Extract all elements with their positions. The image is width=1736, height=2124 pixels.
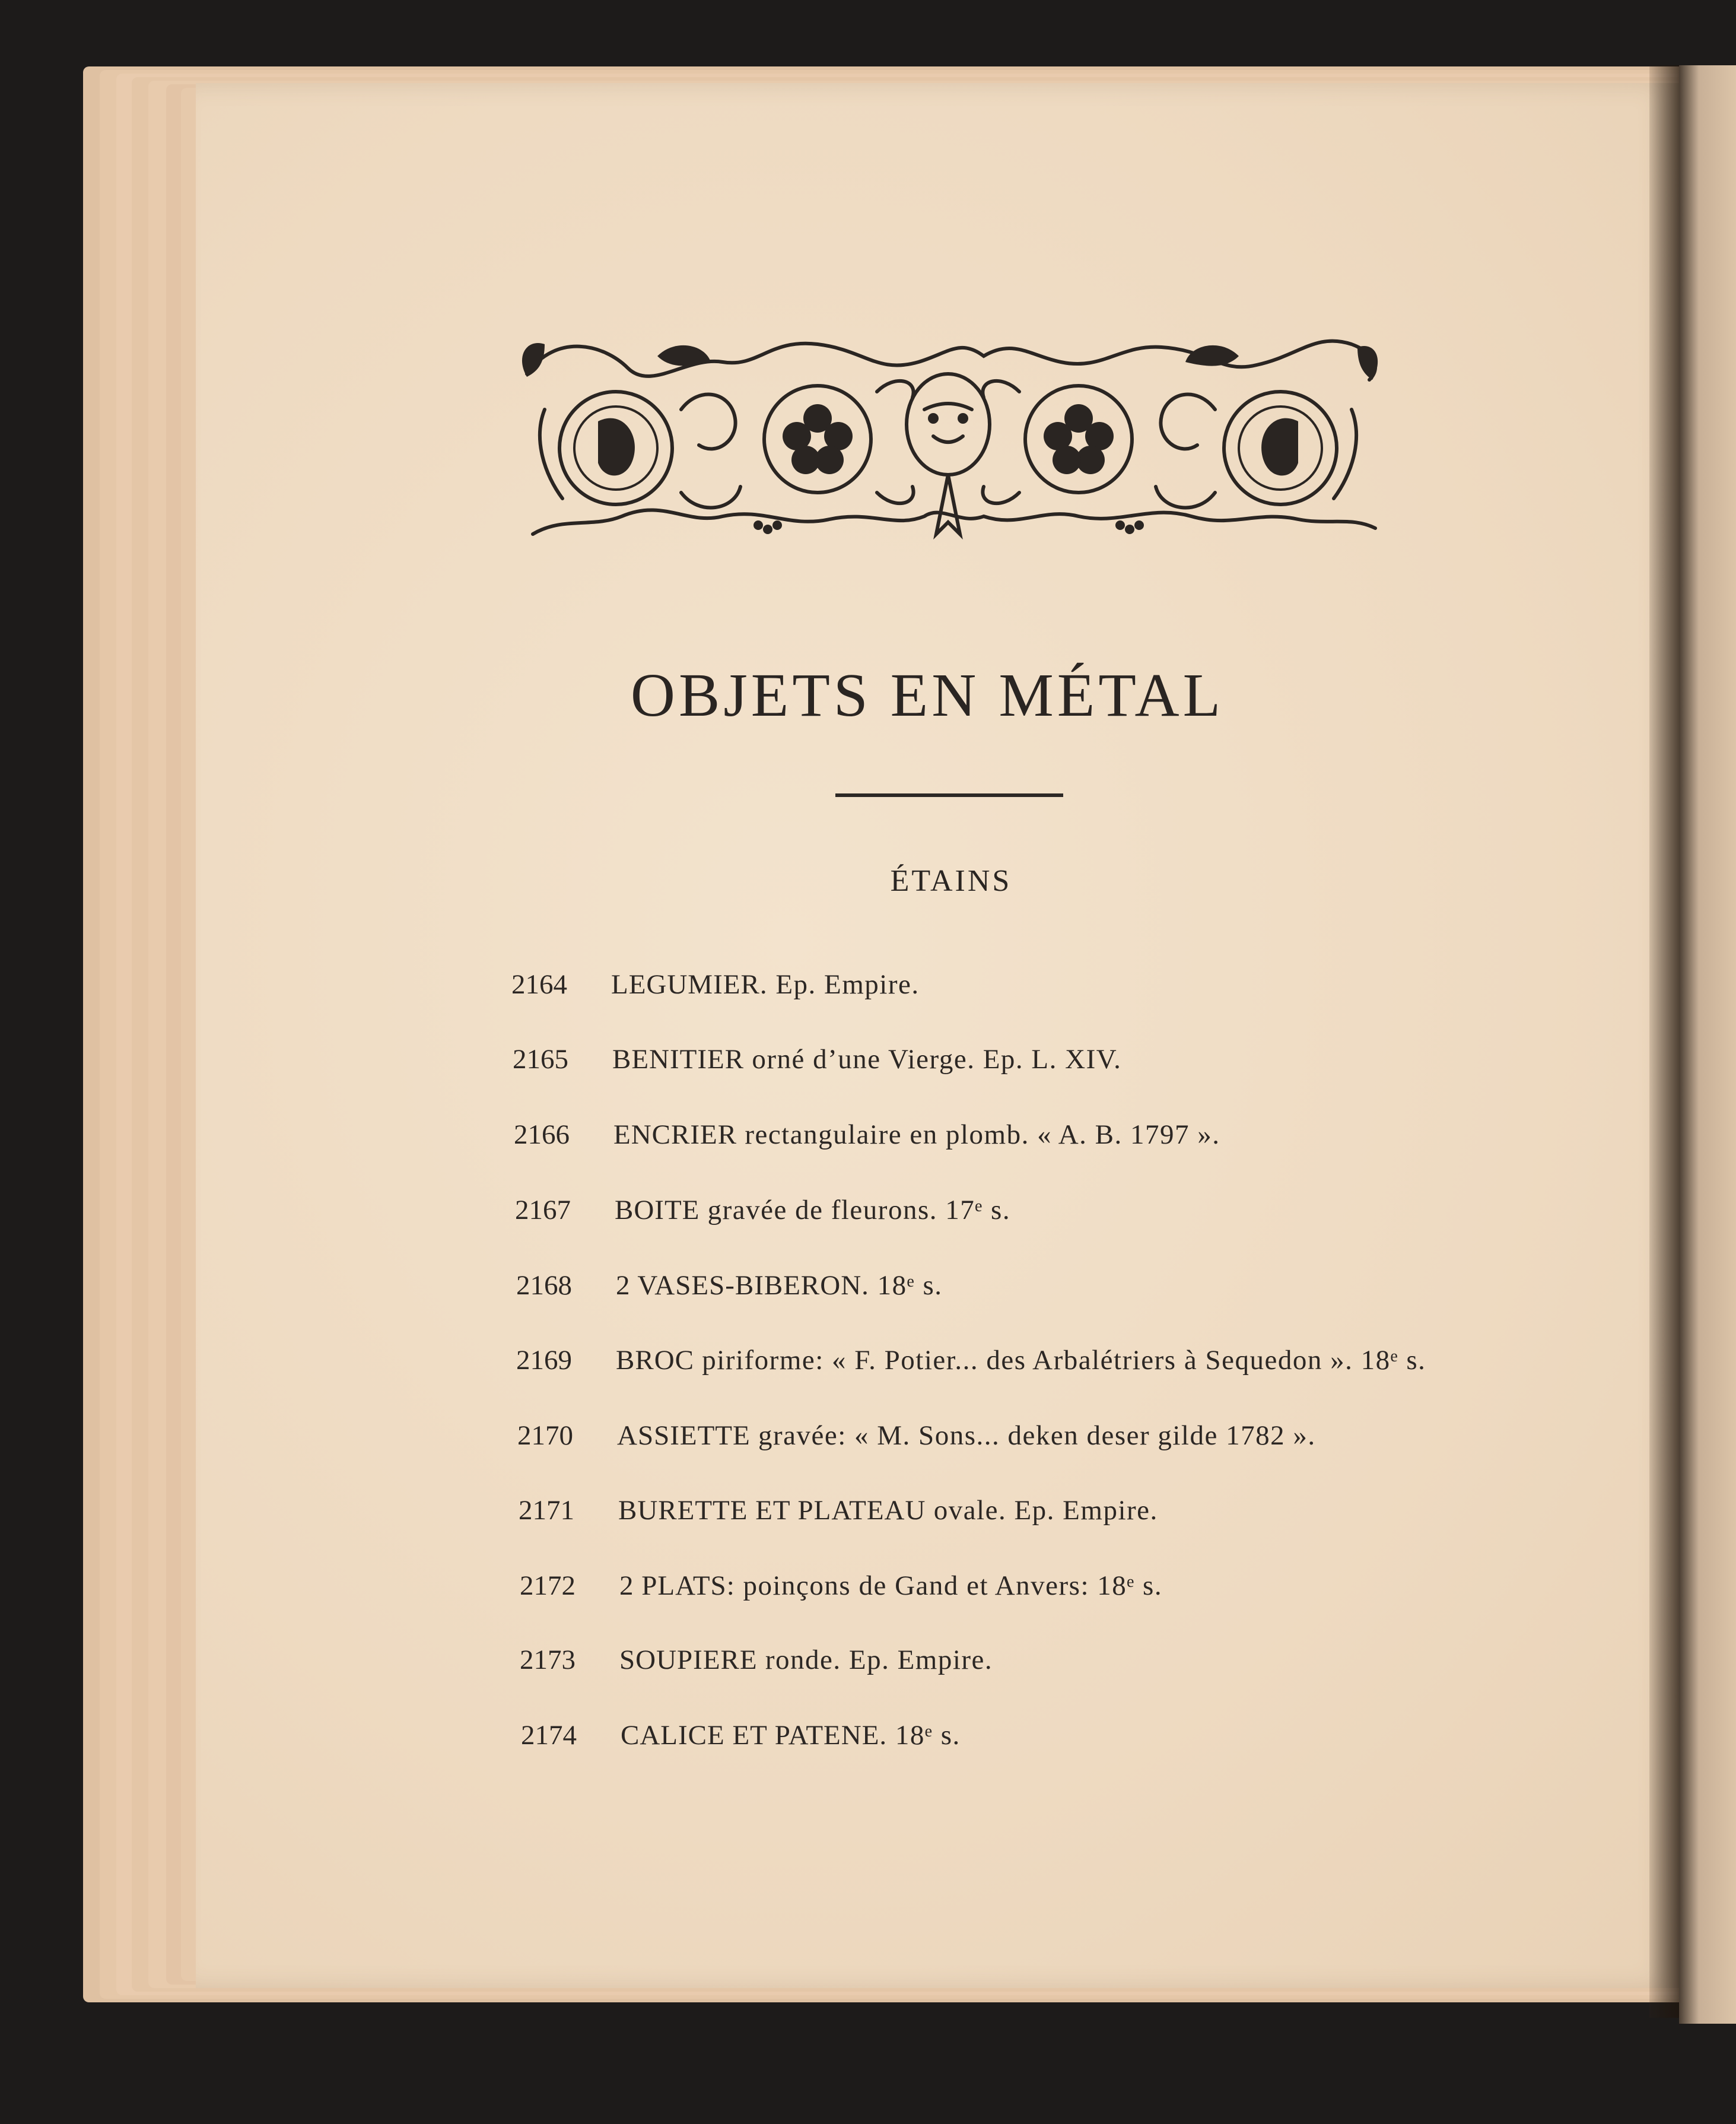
lot-text: ovale. Ep. Empire. bbox=[926, 1495, 1158, 1526]
lot-description bbox=[615, 1194, 1010, 1226]
section-heading: ÉTAINS bbox=[890, 864, 1012, 898]
lot-heading: ENCRIER bbox=[613, 1119, 737, 1150]
lot-text: . 18ᵉ s. bbox=[879, 1720, 961, 1751]
lot-number: 2167 bbox=[515, 1195, 571, 1225]
lot-number: 2170 bbox=[517, 1420, 573, 1451]
lot-number: 2171 bbox=[519, 1495, 574, 1526]
lot-heading: BROC bbox=[616, 1345, 694, 1376]
lot-description bbox=[618, 1494, 1158, 1526]
lot-description bbox=[616, 1269, 943, 1301]
lot-heading: CALICE ET PATENE bbox=[621, 1720, 880, 1751]
lot-number: 2165 bbox=[513, 1044, 568, 1075]
lot-heading: BENITIER bbox=[612, 1044, 745, 1075]
lot-heading: ASSIETTE bbox=[617, 1420, 751, 1451]
lot-heading: 2 VASES-BIBERON bbox=[616, 1270, 862, 1301]
page-title: OBJETS EN MÉTAL bbox=[630, 661, 1225, 729]
lot-number: 2168 bbox=[516, 1270, 572, 1301]
lot-description bbox=[612, 1043, 1121, 1075]
lot-description bbox=[613, 1119, 1220, 1151]
lot-text: rectangulaire en plomb. « A. B. 1797 ». bbox=[737, 1119, 1220, 1150]
lot-heading: BURETTE ET PLATEAU bbox=[618, 1495, 926, 1526]
lot-number: 2169 bbox=[516, 1345, 572, 1376]
lot-text: piriforme: « F. Potier... des Arbalétriers à Sequedon ». 18ᵉ s. bbox=[694, 1345, 1426, 1376]
lot-description bbox=[611, 969, 920, 1001]
lot-text: gravée: « M. Sons... deken deser gilde 1782 ». bbox=[750, 1420, 1316, 1451]
lot-text: gravée de fleurons. 17ᵉ s. bbox=[700, 1195, 1011, 1225]
lot-text: : poinçons de Gand et Anvers: 18ᵉ s. bbox=[726, 1570, 1163, 1601]
lot-description bbox=[619, 1644, 993, 1676]
lot-number: 2174 bbox=[521, 1720, 577, 1751]
lot-number: 2172 bbox=[520, 1570, 576, 1601]
lot-description bbox=[617, 1420, 1316, 1452]
lot-description bbox=[621, 1719, 961, 1751]
lot-heading: BOITE bbox=[615, 1195, 700, 1225]
lot-text: ronde. Ep. Empire. bbox=[757, 1644, 993, 1675]
lot-heading: LEGUMIER bbox=[611, 969, 760, 1000]
lot-text: . 18ᵉ s. bbox=[861, 1270, 943, 1301]
lot-number: 2164 bbox=[511, 969, 567, 1000]
lot-text: orné d’une Vierge. Ep. L. XIV. bbox=[744, 1044, 1122, 1075]
lot-description bbox=[616, 1344, 1426, 1376]
lot-description bbox=[619, 1570, 1162, 1602]
lot-heading: 2 PLATS bbox=[619, 1570, 727, 1601]
lot-text: . Ep. Empire. bbox=[759, 969, 920, 1000]
lot-heading: SOUPIERE bbox=[619, 1644, 758, 1675]
lot-number: 2173 bbox=[520, 1644, 576, 1675]
lot-number: 2166 bbox=[514, 1119, 570, 1150]
